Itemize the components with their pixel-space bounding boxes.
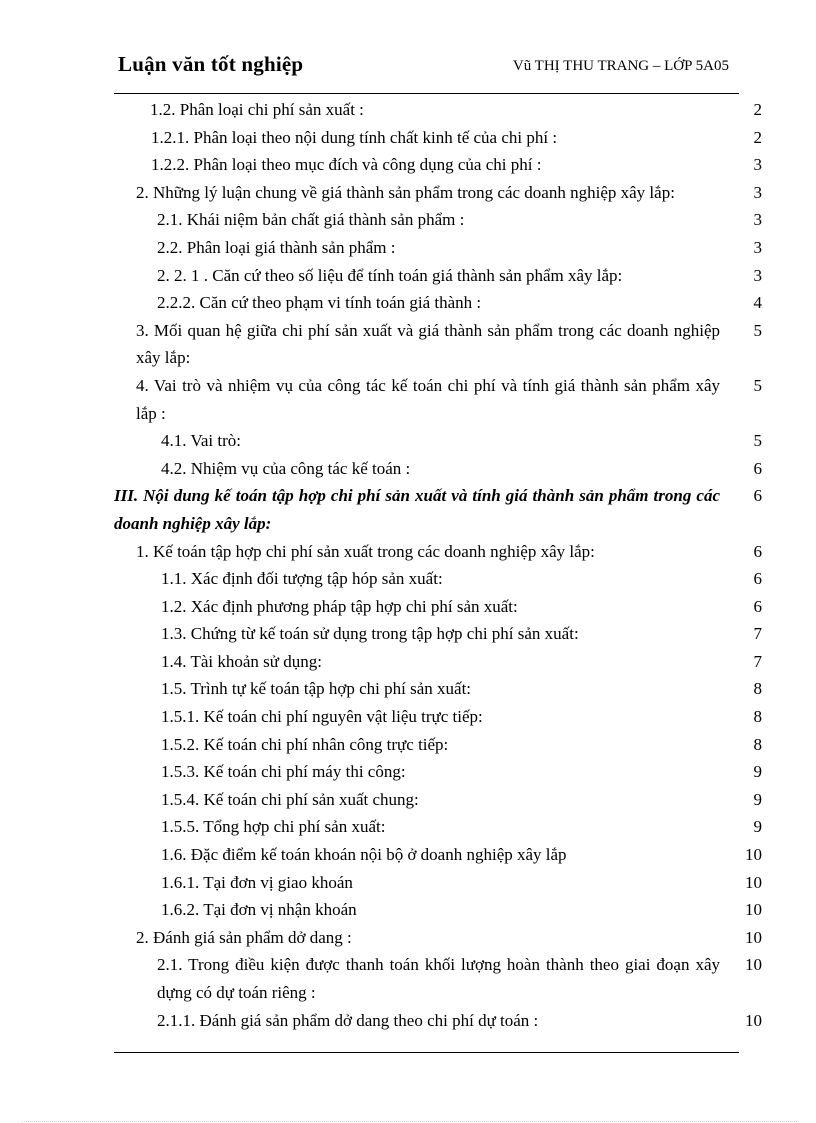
toc-entry — [114, 703, 762, 731]
toc-entry — [114, 1007, 762, 1035]
toc-entry — [114, 372, 762, 427]
toc-entry-page: 2 — [753, 100, 762, 119]
toc-entry-title: 1.2. Xác định phương pháp tập hợp chi phí sản xuất: — [161, 596, 518, 616]
toc-entry-page: 3 — [753, 155, 762, 175]
toc-entry — [114, 924, 762, 952]
toc-entry-page: 2 — [753, 127, 762, 147]
toc-entry-title: 1. Kế toán tập hợp chi phí sản xuất trong các doanh nghiệp xây lắp: — [136, 541, 595, 561]
page-header — [114, 50, 739, 90]
toc-entry-title: 2. Đánh giá sản phẩm dở dang : — [136, 927, 352, 947]
toc-entry — [114, 179, 762, 207]
toc-entry — [114, 565, 762, 593]
toc-entry-title: 1.4. Tài khoản sử dụng: — [161, 651, 322, 671]
author-class: Vũ THỊ THU TRANG – LỚP 5A05 — [512, 58, 729, 74]
page-edge-dots — [22, 1121, 797, 1122]
toc-entry — [114, 593, 762, 621]
toc-entry — [114, 206, 762, 234]
toc-entry-title: 1.5.4. Kế toán chi phí sản xuất chung: — [161, 789, 419, 809]
toc-entry — [114, 262, 762, 290]
toc-entry-page: 6 — [753, 569, 762, 589]
toc-entry-title: 4.2. Nhiệm vụ của công tác kế toán : — [161, 458, 411, 478]
toc-entry — [114, 427, 762, 455]
thesis-title: Luận văn tốt nghiệp — [118, 52, 304, 76]
toc-entry — [114, 869, 762, 897]
toc-entry-page: 7 — [753, 651, 762, 671]
toc-entry-page: 5 — [753, 431, 762, 451]
toc-entry-title: 2.2. Phân loại giá thành sản phẩm : — [157, 237, 396, 257]
toc-entry — [114, 896, 762, 924]
toc-entry-title: III. Nội dung kế toán tập hợp chi phí sản xuất và tính giá thành sản phẩm trong các doanh nghiệp xây lắp: — [114, 486, 720, 533]
toc-entry-title: 1.5.1. Kế toán chi phí nguyên vật liệu trực tiếp: — [161, 707, 483, 727]
toc-entry-page: 9 — [753, 762, 762, 782]
toc-entry-title: 4.1. Vai trò: — [161, 431, 241, 451]
toc-entry-title: 1.1. Xác định đối tượng tập hóp sản xuất: — [161, 569, 443, 589]
toc-entry-page: 6 — [753, 486, 762, 506]
toc-entry-page: 9 — [753, 817, 762, 837]
toc-entry-page: 8 — [753, 707, 762, 727]
toc-entry — [114, 841, 762, 869]
toc-entry-title: 1.6.2. Tại đơn vị nhận khoán — [161, 900, 357, 920]
toc-entry — [114, 124, 762, 152]
toc-entry — [114, 538, 762, 566]
toc-entry-page: 3 — [753, 182, 762, 202]
toc-entry-title: 2.1. Trong điều kiện được thanh toán khối lượng hoàn thành theo giai đoạn xây dựng có dự toán riêng : — [157, 955, 720, 1002]
toc-entry-title: 1.5. Trình tự kế toán tập hợp chi phí sản xuất: — [161, 679, 472, 699]
toc-entry-title: 4. Vai trò và nhiệm vụ của công tác kế toán chi phí và tính giá thành sản phẩm xây lắp : — [136, 375, 720, 423]
toc-entry — [114, 675, 762, 703]
toc-entry — [114, 951, 762, 1006]
toc-entry — [114, 786, 762, 814]
toc-entry-page: 10 — [745, 1010, 762, 1030]
toc-entry — [114, 758, 762, 786]
toc-entry-page: 6 — [753, 541, 762, 561]
toc-entry-title: 3. Mối quan hệ giữa chi phí sản xuất và giá thành sản phẩm trong các doanh nghiệp xây lắp: — [136, 320, 720, 368]
toc-entry-title: 1.2.2. Phân loại theo mục đích và công dụng của chi phí : — [151, 155, 542, 175]
toc-entry — [114, 151, 762, 179]
table-of-contents — [114, 96, 762, 1034]
footer-divider — [114, 1052, 739, 1053]
toc-entry-page: 9 — [753, 789, 762, 809]
toc-entry-page: 8 — [753, 734, 762, 754]
header-divider — [114, 93, 739, 94]
toc-entry-page: 3 — [753, 237, 762, 257]
toc-entry-page: 4 — [753, 293, 762, 313]
toc-entry-page: 5 — [753, 375, 762, 395]
toc-entry — [114, 96, 762, 124]
toc-entry — [114, 234, 762, 262]
toc-entry-page: 10 — [745, 872, 762, 892]
toc-entry-title: 1.6.1. Tại đơn vị giao khoán — [161, 872, 353, 892]
toc-entry-title: 1.3. Chứng từ kế toán sử dụng trong tập hợp chi phí sản xuất: — [161, 624, 579, 644]
toc-entry-page: 7 — [753, 624, 762, 644]
toc-entry-page: 10 — [745, 955, 762, 975]
toc-entry-page: 10 — [745, 927, 762, 947]
toc-entry — [114, 620, 762, 648]
toc-entry-title: 1.2.1. Phân loại theo nội dung tính chất kinh tế của chi phí : — [151, 127, 558, 147]
toc-entry — [114, 648, 762, 676]
toc-entry-page: 10 — [745, 845, 762, 865]
toc-entry — [114, 731, 762, 759]
toc-entry-page: 8 — [753, 679, 762, 699]
toc-entry-page: 5 — [753, 320, 762, 340]
toc-entry-title: 2. 2. 1 . Căn cứ theo số liệu để tính toán giá thành sản phẩm xây lắp: — [157, 265, 623, 285]
toc-entry-title: 2.2.2. Căn cứ theo phạm vi tính toán giá thành : — [157, 293, 482, 313]
toc-entry — [114, 482, 762, 537]
toc-entry-page: 6 — [753, 596, 762, 616]
toc-entry — [114, 813, 762, 841]
toc-entry-title: 1.6. Đặc điểm kế toán khoán nội bộ ở doanh nghiệp xây lắp — [161, 845, 567, 865]
toc-entry — [114, 455, 762, 483]
toc-entry — [114, 317, 762, 372]
toc-entry-page: 10 — [745, 900, 762, 920]
toc-entry-title: 1.2. Phân loại chi phí sản xuất : — [150, 100, 364, 119]
toc-entry-page: 3 — [753, 265, 762, 285]
toc-entry-title: 2.1.1. Đánh giá sản phẩm dở dang theo chi phí dự toán : — [157, 1010, 539, 1030]
toc-entry — [114, 289, 762, 317]
toc-entry-title: 2. Những lý luận chung về giá thành sản phẩm trong các doanh nghiệp xây lắp: — [136, 182, 675, 202]
toc-entry-title: 1.5.3. Kế toán chi phí máy thi công: — [161, 762, 406, 782]
toc-entry-page: 3 — [753, 210, 762, 230]
toc-entry-title: 2.1. Khái niệm bản chất giá thành sản phẩm : — [157, 210, 465, 230]
toc-entry-title: 1.5.5. Tổng hợp chi phí sản xuất: — [161, 817, 386, 837]
toc-entry-page: 6 — [753, 458, 762, 478]
toc-entry-title: 1.5.2. Kế toán chi phí nhân công trực tiếp: — [161, 734, 449, 754]
